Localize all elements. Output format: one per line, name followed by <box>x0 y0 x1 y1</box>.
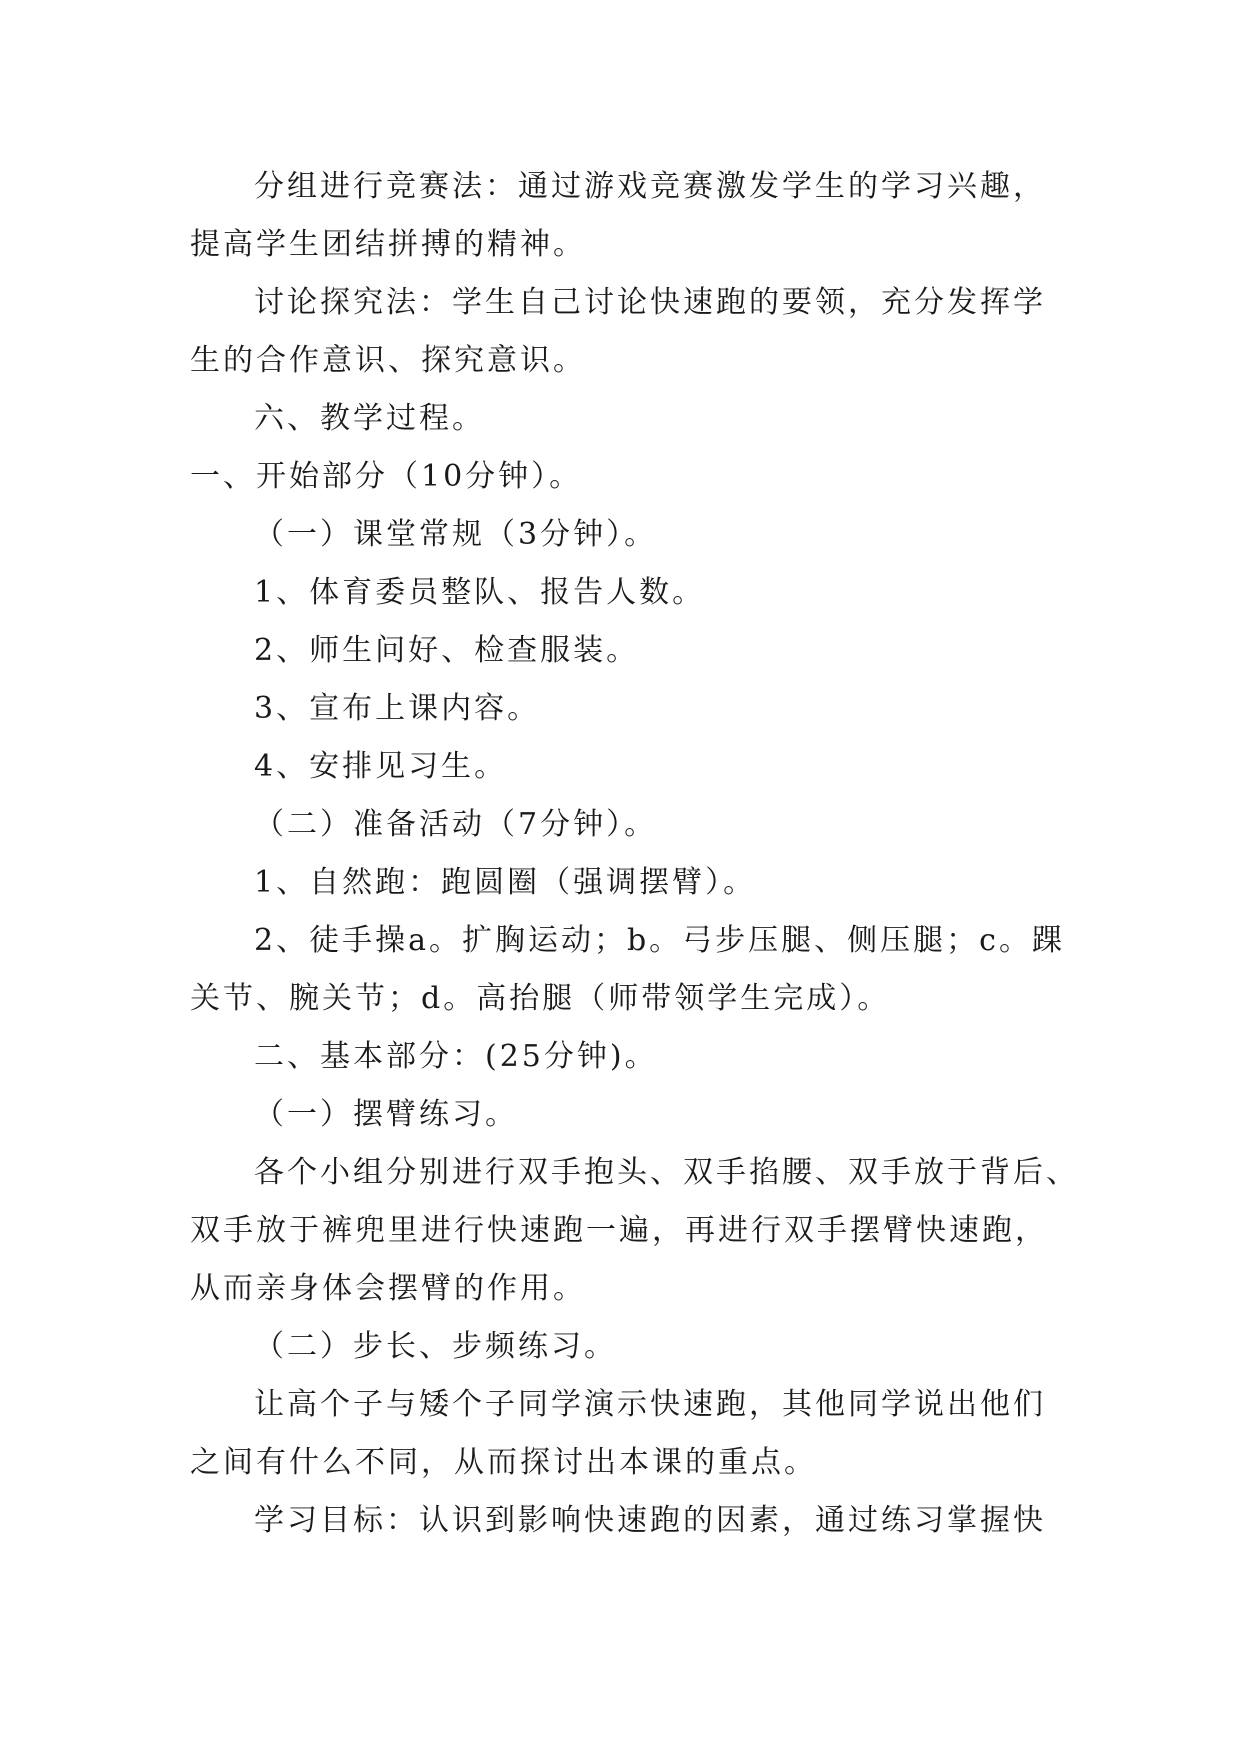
paragraph-line: 分组进行竞赛法：通过游戏竞赛激发学生的学习兴趣， <box>254 169 1046 204</box>
paragraph-line: 让高个子与矮个子同学演示快速跑，其他同学说出他们 <box>254 1387 1046 1422</box>
list-item: 2、徒手操a。扩胸运动；b。弓步压腿、侧压腿；c。踝 <box>254 923 1065 958</box>
section-heading: 二、基本部分：(25分钟)。 <box>254 1039 658 1074</box>
list-item: 4、安排见习生。 <box>254 749 508 784</box>
list-item: 1、自然跑：跑圆圈（强调摆臂）。 <box>254 865 757 900</box>
paragraph-line: 讨论探究法：学生自己讨论快速跑的要领，充分发挥学 <box>254 285 1046 320</box>
subsection-heading: （二）步长、步频练习。 <box>254 1329 617 1364</box>
subsection-heading: （二）准备活动（7分钟）。 <box>254 807 658 842</box>
list-item: 3、宣布上课内容。 <box>254 691 541 726</box>
section-heading: 一、开始部分（10分钟）。 <box>190 459 583 494</box>
paragraph-line: 各个小组分别进行双手抱头、双手掐腰、双手放于背后、 <box>254 1155 1079 1190</box>
paragraph-line: 提高学生团结拼搏的精神。 <box>190 227 586 262</box>
section-heading: 六、教学过程。 <box>254 401 485 436</box>
paragraph-line: 生的合作意识、探究意识。 <box>190 343 586 378</box>
paragraph-line: 双手放于裤兜里进行快速跑一遍，再进行双手摆臂快速跑， <box>190 1213 1048 1248</box>
paragraph-line: 从而亲身体会摆臂的作用。 <box>190 1271 586 1306</box>
list-item: 2、师生问好、检查服装。 <box>254 633 640 668</box>
subsection-heading: （一）摆臂练习。 <box>254 1097 518 1132</box>
list-item: 1、体育委员整队、报告人数。 <box>254 575 706 610</box>
document-body <box>190 158 1079 1550</box>
paragraph-line: 学习目标：认识到影响快速跑的因素，通过练习掌握快 <box>254 1503 1046 1538</box>
subsection-heading: （一）课堂常规（3分钟）。 <box>254 517 658 552</box>
paragraph-line: 关节、腕关节；d。高抬腿（师带领学生完成）。 <box>190 981 891 1016</box>
paragraph-line: 之间有什么不同，从而探讨出本课的重点。 <box>190 1445 817 1480</box>
